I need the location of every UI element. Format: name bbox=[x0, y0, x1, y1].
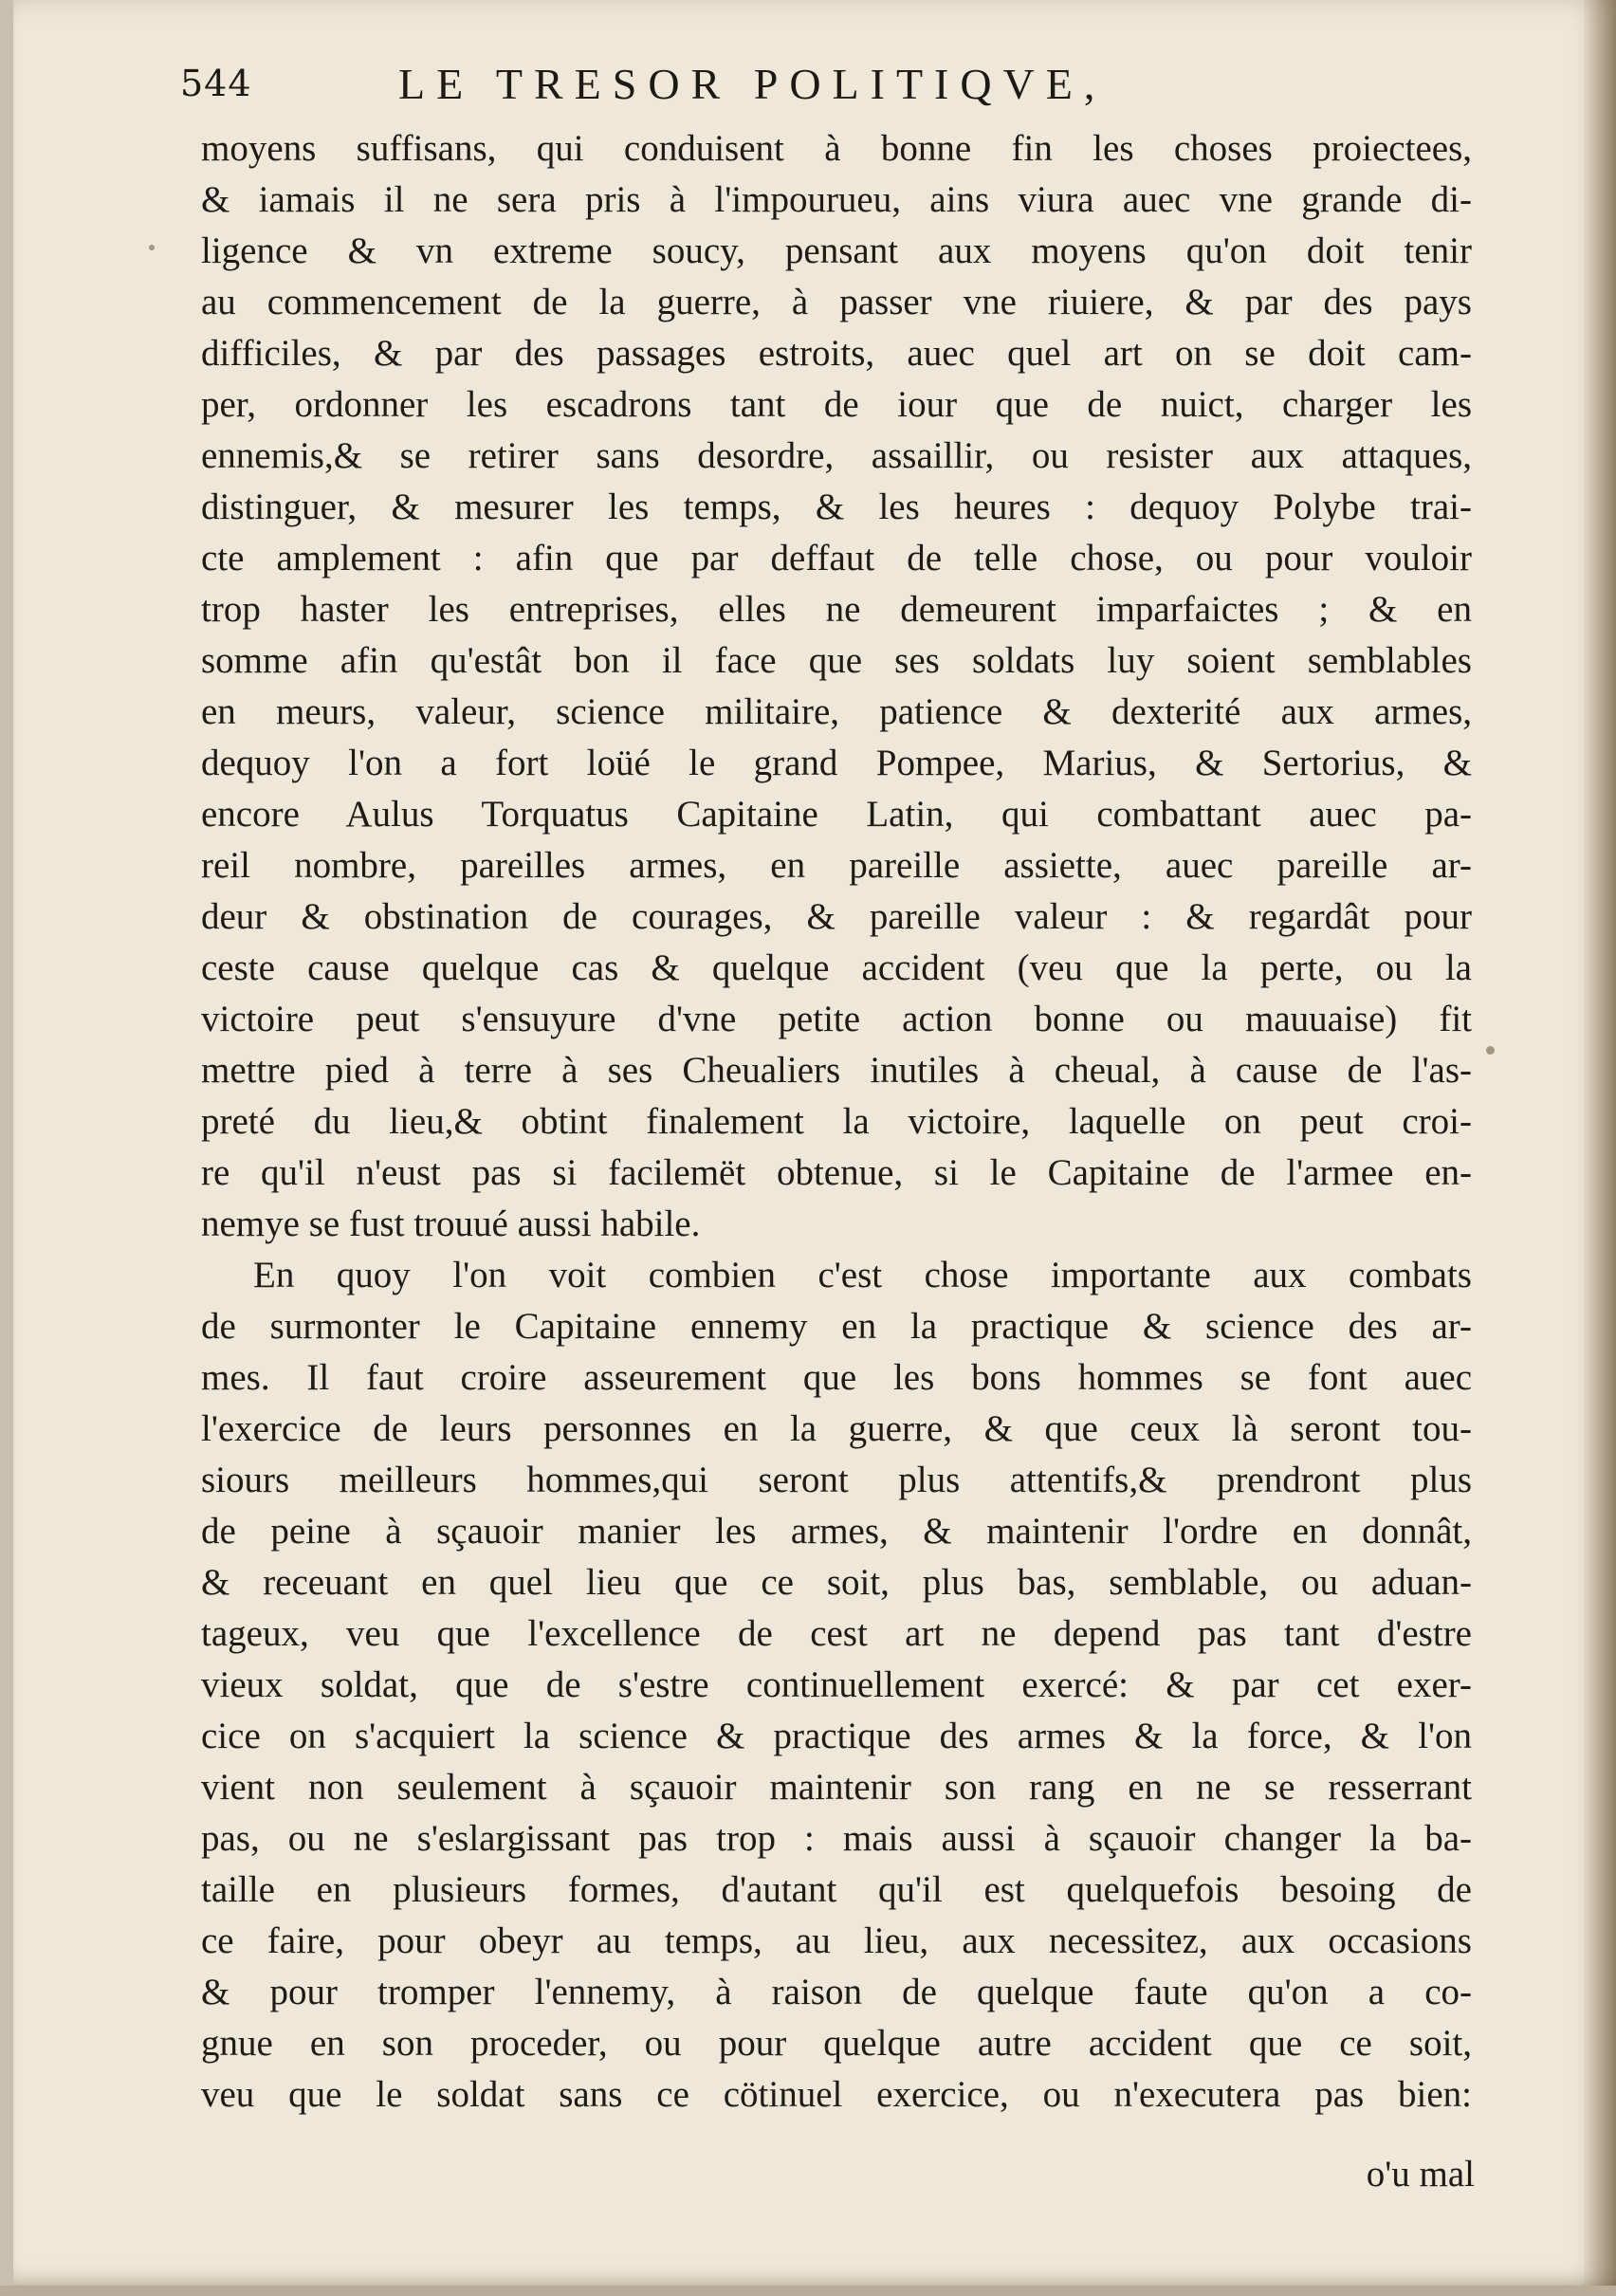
text-line: deur & obstination de courages, & pareille valeur : & regardât pour bbox=[201, 896, 1472, 937]
text-line: vieux soldat, que de s'estre continuellement exercé: & par cet exer- bbox=[201, 1664, 1472, 1705]
text-line: au commencement de la guerre, à passer vne riuiere, & par des pays bbox=[201, 282, 1472, 322]
page-bottom-edge bbox=[0, 2286, 1616, 2296]
text-line: ce faire, pour obeyr au temps, au lieu, aux necessitez, aux occasions bbox=[201, 1920, 1472, 1961]
text-line: En quoy l'on voit combien c'est chose importante aux combats bbox=[253, 1255, 1472, 1295]
running-title: LE TRESOR POLITIQVE, bbox=[398, 60, 1107, 108]
text-line: trop haster les entreprises, elles ne demeurent imparfaictes ; & en bbox=[201, 589, 1472, 630]
text-line: reil nombre, pareilles armes, en pareille assiette, auec pareille ar- bbox=[201, 845, 1472, 886]
text-line: siours meilleurs hommes,qui seront plus attentifs,& prendront plus bbox=[201, 1460, 1472, 1500]
text-line: nemye se fust trouué aussi habile. bbox=[201, 1203, 701, 1244]
text-line: per, ordonner les escadrons tant de iour que de nuict, charger les bbox=[201, 384, 1472, 425]
text-line: cte amplement : afin que par deffaut de telle chose, ou pour vouloir bbox=[201, 538, 1472, 579]
text-line: distinguer, & mesurer les temps, & les heures : dequoy Polybe trai- bbox=[201, 487, 1472, 527]
text-line: pas, ou ne s'eslargissant pas trop : mais aussi à sçauoir changer la ba- bbox=[201, 1818, 1472, 1859]
text-line: encore Aulus Torquatus Capitaine Latin, qui combattant auec pa- bbox=[201, 794, 1472, 835]
text-line: vient non seulement à sçauoir maintenir son rang en ne se resserrant bbox=[201, 1767, 1472, 1808]
text-line: dequoy l'on a fort loüé le grand Pompee, Marius, & Sertorius, & bbox=[201, 743, 1472, 783]
text-line: tageux, veu que l'excellence de cest art ne depend pas tant d'estre bbox=[201, 1613, 1472, 1654]
text-line: difficiles, & par des passages estroits, auec quel art on se doit cam- bbox=[201, 333, 1472, 374]
ink-speck bbox=[1486, 1046, 1495, 1055]
page-number: 544 bbox=[180, 63, 252, 104]
text-line: l'exercice de leurs personnes en la guerre, & que ceux là seront tou- bbox=[201, 1408, 1472, 1449]
text-line: en meurs, valeur, science militaire, patience & dexterité aux armes, bbox=[201, 691, 1472, 732]
ink-speck bbox=[149, 245, 155, 250]
text-line: cice on s'acquiert la science & practique des armes & la force, & l'on bbox=[201, 1716, 1472, 1756]
text-line: mettre pied à terre à ses Cheualiers inutiles à cheual, à cause de l'as- bbox=[201, 1050, 1472, 1091]
text-line: re qu'il n'eust pas si facilemët obtenue, si le Capitaine de l'armee en- bbox=[201, 1152, 1472, 1193]
text-line: de surmonter le Capitaine ennemy en la practique & science des ar- bbox=[201, 1306, 1472, 1347]
text-line: ceste cause quelque cas & quelque accident (veu que la perte, ou la bbox=[201, 947, 1472, 988]
text-line: & iamais il ne sera pris à l'impourueu, ains viura auec vne grande di- bbox=[201, 179, 1472, 220]
text-line: moyens suffisans, qui conduisent à bonne fin les choses proiectees, bbox=[201, 128, 1472, 169]
page-header bbox=[180, 55, 1299, 121]
text-line: de peine à sçauoir manier les armes, & maintenir l'ordre en donnât, bbox=[201, 1511, 1472, 1552]
text-line: ligence & vn extreme soucy, pensant aux moyens qu'on doit tenir bbox=[201, 230, 1472, 271]
text-line: preté du lieu,& obtint finalement la victoire, laquelle on peut croi- bbox=[201, 1101, 1472, 1142]
body-text bbox=[201, 123, 1472, 2121]
text-line: ennemis,& se retirer sans desordre, assaillir, ou resister aux attaques, bbox=[201, 435, 1472, 476]
text-line: veu que le soldat sans ce cötinuel exercice, ou n'executera pas bien: bbox=[201, 2074, 1472, 2115]
catchword: o'u mal bbox=[1366, 2154, 1475, 2195]
text-line: & receuant en quel lieu que ce soit, plus bas, semblable, ou aduan- bbox=[201, 1562, 1472, 1603]
text-line: gnue en son proceder, ou pour quelque autre accident que ce soit, bbox=[201, 2023, 1472, 2064]
text-line: & pour tromper l'ennemy, à raison de quelque faute qu'on a co- bbox=[201, 1972, 1472, 2012]
text-line: victoire peut s'ensuyure d'vne petite action bonne ou mauuaise) fit bbox=[201, 999, 1472, 1039]
text-line: somme afin qu'estât bon il face que ses soldats luy soient semblables bbox=[201, 640, 1472, 681]
page-gutter-shadow bbox=[1584, 0, 1616, 2286]
text-line: mes. Il faut croire asseurement que les bons hommes se font auec bbox=[201, 1357, 1472, 1398]
text-line: taille en plusieurs formes, d'autant qu'il est quelquefois besoing de bbox=[201, 1869, 1472, 1910]
